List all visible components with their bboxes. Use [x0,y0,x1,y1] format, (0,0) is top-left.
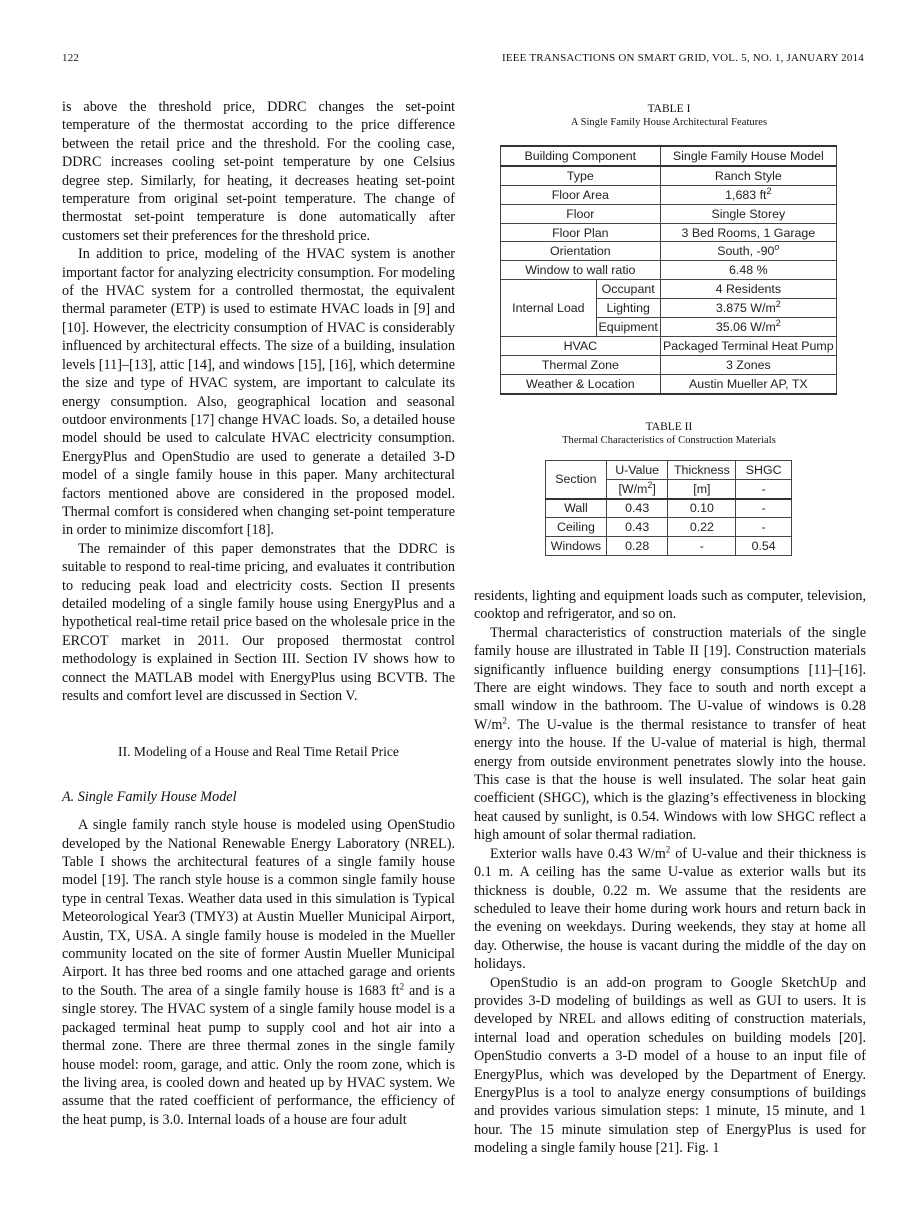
table-row: $[W/m^2]$ [m] - [546,479,792,498]
paragraph: A single family ranch style house is modeled using OpenStudio developed by the National Renewable Energy Laboratory (NREL). Table I shows the architectural features of a single family house model [19]. The ranch style house is a common single family house type in central Texas. Weather data used in this simulation is Typical Meteorological Year3 (TMY3) at Austin Mueller Municipal Airport, Austin, TX, USA. A single family house is modeled in the Mueller community located on the site of former Austin Mueller Municipal Airport. It has three bed rooms and one attached garage and orients to the South. The area of a single family house is 1683 $ft^2$ and is a single storey. The HVAC system of a single family house model is a packaged terminal heat pump to supply cool and hot air into a thermal zone. There are three thermal zones in the single family house model: room, garage, and attic. Only the room zone, which is the living area, is cooled down and heated up by HVAC system. We assume that the rated coefficient of performance, the efficiency of the heat pump, is 3.0. Internal loads of a house are four adult [62,817,456,1128]
paragraph: Exterior walls have 0.43 $W/m^2$ of U-value and their thickness is 0.1 m. A ceiling has the same U-value as exterior walls but its thickness is double, 0.22 m. We assume that the residents are scheduled to leave their home during work hours and return back in the evening on weekdays. During weekends, they stay at home all day. Otherwise, the house is vacant during the middle of the day on holidays. [474,843,867,973]
table-row: Type Ranch Style [501,166,837,185]
table2-caption [502,420,836,448]
table-row: Ceiling 0.43 0.22 - [546,518,792,537]
table2-label: TABLE II [645,421,693,433]
table-row: Orientation South, -90$^o$ [501,242,837,261]
running-header [62,52,864,66]
table-row: Window to wall ratio 6.48 % [501,261,837,280]
table1-title: A Single Family House Architectural Features [570,117,768,128]
paragraph: residents, lighting and equipment loads such as computer, television, cooktop and refrigerator, and so on. [474,588,866,623]
table-row: Internal Load Occupant 4 Residents [501,280,837,299]
table1-caption [502,102,836,130]
table-row: Weather & Location Austin Mueller AP, TX [501,374,837,393]
paragraph: The remainder of this paper demonstrates that the DDRC is suitable to respond to real-time pricing, and evaluates it contribution to reducing peak load and electricity costs. Section II presents detailed modeling of a single family house using EnergyPlus and a hypothetical real-time retail price based on the wholesale price in the ERCOT market in 2011. Our proposed thermostat control methodology is explained in Section III. Section IV shows how to connect the MATLAB model with EnergyPlus using BCVTB. The results and comfort level are discussed in Section V. [62,540,455,704]
paragraph: OpenStudio is an add-on program to Google SketchUp and provides 3-D modeling of buildings as well as GUI to users. It is developed by NREL and allows editing of construction materials, internal load and operation schedules on building models [20]. OpenStudio converts a 3-D model of a house to an input file of EnergyPlus, which was developed by the Department of Energy. EnergyPlus is a tool to analyze energy consumptions of buildings and provides various simulation steps: 1 minute, 15 minute, and 1 hour. The 15 minute simulation step of EnergyPlus is used for modeling a single family house [21]. Fig. 1 [474,974,866,1157]
table-row: Floor Area 1,683 $ft^2$ [501,185,837,204]
table-row: Floor Single Storey [501,204,837,223]
table-row: Equipment 35.06 $W/m^2$ [501,318,837,337]
table2 [545,460,792,556]
table-row: Windows 0.28 - 0.54 [546,537,792,556]
subsection-heading: A. Single Family House Model [62,788,237,805]
table-row: Wall 0.43 0.10 - [546,499,792,518]
paragraph: In addition to price, modeling of the HVAC system is another important factor for analyzing electricity consumption. For modeling of the HVAC system for a controlled thermostat, the equivalent thermal parameter (ETP) is used to estimate HVAC loads in [9] and [10]. However, the electricity consumption of HVAC is considerably influenced by architectural effects. The size of a building, insulation levels [11]–[13], attic [14], and windows [15], [16], which determine the size and type of HVAC system, are important to calculate its energy consumption. Also, geographical location and seasonal outdoor environments [17] change HVAC loads. So, a detailed house model should be used to calculate HVAC electricity consumption. EnergyPlus and OpenStudio are used to generate a detailed 3-D model of a single family house in this paper. Many architectural factors mentioned above are considered in the proposed model. Thermal comfort is considered when changing set-point temperature in order to minimize discomfort [18]. [62,246,455,539]
page-number: 122 [62,52,80,64]
paragraph: is above the threshold price, DDRC changes the set-point temperature of the thermostat according to the price difference between the retail price and the threshold. For the cooling case, DDRC increases cooling set-point temperature by one Celsius degree step. Similarly, for heating, it decreases heating set-point temperature from original set-point temperature. The change of thermostat set-point temperature is done automatically after customers set their preferences for the threshold price. [62,99,455,244]
right-column [474,587,866,1158]
table-row: HVAC Packaged Terminal Heat Pump [501,336,837,355]
table-row: Lighting 3.875 $W/m^2$ [501,299,837,318]
left-column [62,98,455,1129]
table1 [500,145,837,395]
table-row: Building Component Single Family House Model [501,146,837,166]
table1-label: TABLE I [647,103,691,115]
table-row: Section U-Value Thickness SHGC [546,461,792,480]
journal-name: IEEE TRANSACTIONS ON SMART GRID, VOL. 5, NO. 1, JANUARY 2014 [501,52,864,64]
table2-title: Thermal Characteristics of Construction Materials [562,435,776,446]
section-heading: II. Modeling of a House and Real Time Retail Price [118,744,399,760]
table-row: Thermal Zone 3 Zones [501,355,837,374]
table-row: Floor Plan 3 Bed Rooms, 1 Garage [501,223,837,242]
paragraph: Thermal characteristics of construction materials of the single family house are illustrated in Table II [19]. Construction materials significantly influence building energy consumptions [11]–[16]. There are eight windows. They face to south and north except a small window in the bathroom. The U-value of windows is 0.28 $W/m^2$. The U-value is the thermal resistance to transfer of heat energy into the house. If the U-value of material is high, thermal energy from outside environment penetrates slowly into the house. This case is that the house is well insulated. The solar heat gain coefficient (SHGC), which is the glazing’s effectiveness in blocking heat caused by sunlight, is 0.54. Windows with low SHGC reflect a high amount of solar thermal radiation. [474,624,866,844]
